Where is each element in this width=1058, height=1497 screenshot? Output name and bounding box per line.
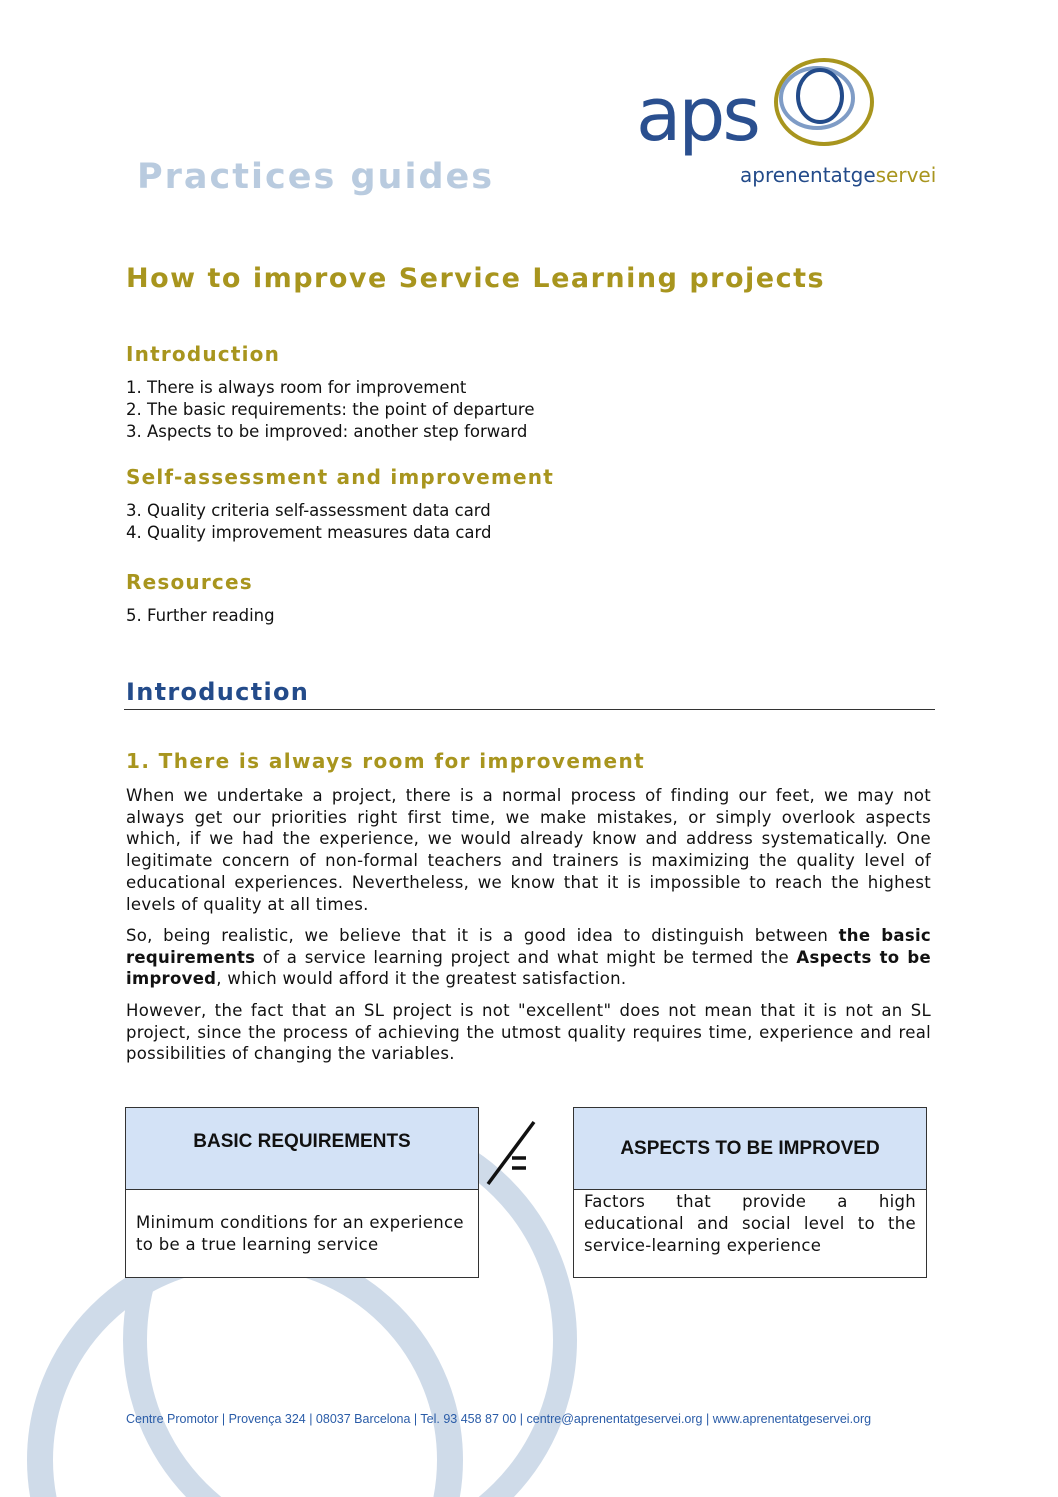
footer-contact: Centre Promotor | Provença 324 | 08037 Barcelona | Tel. 93 458 87 00 | centre@aprenentatgeservei.org | www.aprenentatgeservei.org <box>126 1412 872 1426</box>
toc-list-self-assessment <box>126 500 492 544</box>
document-title: How to improve Service Learning projects <box>126 263 826 294</box>
aspects-to-be-improved-text: Factors that provide a high educational and social level to the service-learning experience <box>584 1192 916 1255</box>
guide-title: Practices guides <box>137 157 495 197</box>
section-heading-introduction: Introduction <box>126 678 310 706</box>
paragraph-3: However, the fact that an SL project is not "excellent" does not mean that it is not an SL project, since the process of achieving the utmost quality requires time, experience and real possibilities of changing the variables. <box>126 1001 931 1064</box>
toc-item: 2. The basic requirements: the point of departure <box>126 400 535 419</box>
svg-text:aps <box>636 72 758 158</box>
svg-text:aprenentatgeservei <box>740 163 936 187</box>
logo-tagline-part1: aprenentatge <box>740 163 876 187</box>
section-divider <box>124 709 935 710</box>
toc-list-resources <box>126 605 275 627</box>
toc-item: 4. Quality improvement measures data card <box>126 523 492 542</box>
aspects-to-be-improved-box <box>573 1107 927 1278</box>
basic-requirements-text: Minimum conditions for an experience to be a true learning service <box>136 1213 464 1254</box>
toc-item: 3. Aspects to be improved: another step forward <box>126 422 528 441</box>
not-equal-sign <box>484 1120 540 1186</box>
toc-item: 5. Further reading <box>126 606 275 625</box>
toc-list-introduction <box>126 377 535 443</box>
toc-item: 1. There is always room for improvement <box>126 378 467 397</box>
toc-heading-introduction: Introduction <box>126 342 281 366</box>
toc-heading-self-assessment: Self-assessment and improvement <box>126 465 554 489</box>
paragraph-1: When we undertake a project, there is a normal process of finding our feet, we may not always get our priorities right first time, we make mistakes, or simply overlook aspects which, if we had the experience, we would already know and address systematically. One legitimate concern of non-formal teachers and trainers is maximizing the quality level of educational experiences. Nevertheless, we know that it is impossible to reach the highest levels of quality at all times. <box>126 786 931 914</box>
aspects-to-be-improved-title: ASPECTS TO BE IMPROVED <box>574 1108 926 1190</box>
logo-brand: aps <box>636 72 758 158</box>
basic-requirements-box <box>125 1107 479 1278</box>
emphasis-aspects-to-be-improved: Aspects to be improved <box>126 947 931 989</box>
subsection-heading: 1. There is always room for improvement <box>126 749 646 773</box>
emphasis-basic-requirements: the basic requirements <box>126 926 931 967</box>
basic-requirements-title: BASIC REQUIREMENTS <box>126 1108 478 1190</box>
aps-logo <box>632 52 942 194</box>
toc-heading-resources: Resources <box>126 570 253 594</box>
logo-tagline-part2: servei <box>875 163 937 187</box>
toc-item: 3. Quality criteria self-assessment data card <box>126 501 491 520</box>
paragraph-2: So, being realistic, we believe that it is a good idea to distinguish between the basic requirements of a service learning project and what might be termed the Aspects to be improved, which would afford it the greatest satisfaction. <box>126 926 931 989</box>
